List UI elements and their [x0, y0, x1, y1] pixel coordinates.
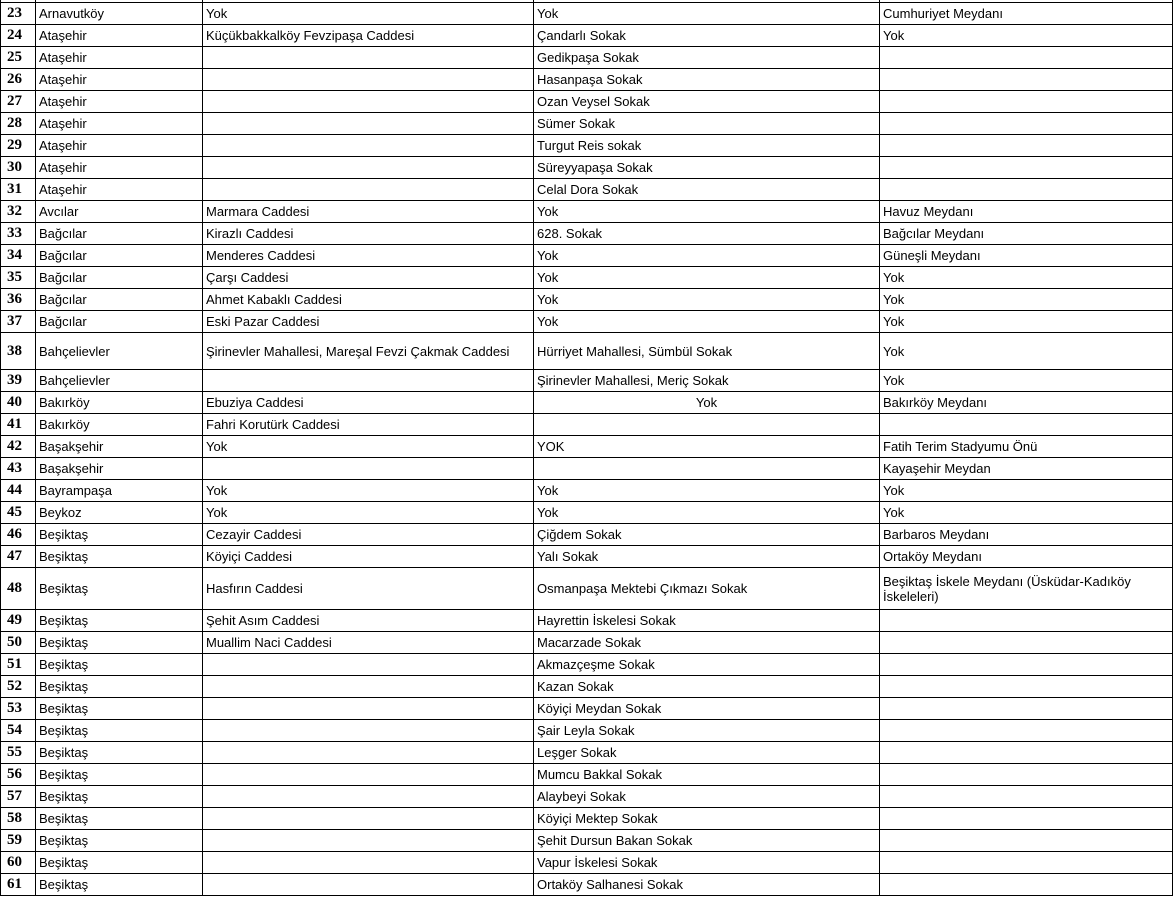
- row-number-cell: 31: [1, 179, 36, 201]
- square-cell: [880, 47, 1173, 69]
- district-cell: Ataşehir: [36, 179, 203, 201]
- row-number-cell: 46: [1, 524, 36, 546]
- row-number-cell: 57: [1, 786, 36, 808]
- sokak-cell: [534, 414, 880, 436]
- table-row: [1, 720, 1173, 742]
- table-row: [1, 157, 1173, 179]
- table-row: [1, 764, 1173, 786]
- district-cell: Bakırköy: [36, 392, 203, 414]
- row-number-cell: 49: [1, 610, 36, 632]
- district-cell: Bağcılar: [36, 311, 203, 333]
- sokak-cell: Yok: [534, 311, 880, 333]
- district-cell: Ataşehir: [36, 157, 203, 179]
- street-cell: [203, 808, 534, 830]
- square-cell: [880, 676, 1173, 698]
- table-row: [1, 524, 1173, 546]
- table-row: [1, 223, 1173, 245]
- sokak-cell: Vapur İskelesi Sokak: [534, 852, 880, 874]
- square-cell: [880, 157, 1173, 179]
- row-number-cell: 32: [1, 201, 36, 223]
- street-cell: [203, 654, 534, 676]
- square-cell: [880, 414, 1173, 436]
- street-cell: Eski Pazar Caddesi: [203, 311, 534, 333]
- street-cell: [203, 764, 534, 786]
- sokak-cell: Köyiçi Meydan Sokak: [534, 698, 880, 720]
- square-cell: [880, 179, 1173, 201]
- sokak-cell: Sümer Sokak: [534, 113, 880, 135]
- sokak-cell: Şair Leyla Sokak: [534, 720, 880, 742]
- street-cell: [203, 47, 534, 69]
- street-cell: Kirazlı Caddesi: [203, 223, 534, 245]
- district-cell: Beykoz: [36, 502, 203, 524]
- square-cell: [880, 610, 1173, 632]
- street-cell: [203, 157, 534, 179]
- row-number-cell: 33: [1, 223, 36, 245]
- row-number-cell: 42: [1, 436, 36, 458]
- square-cell: [880, 654, 1173, 676]
- row-number-cell: 50: [1, 632, 36, 654]
- row-number-cell: 59: [1, 830, 36, 852]
- row-number-cell: 29: [1, 135, 36, 157]
- square-cell: Bağcılar Meydanı: [880, 223, 1173, 245]
- street-cell: [203, 179, 534, 201]
- sokak-cell: Yalı Sokak: [534, 546, 880, 568]
- street-cell: Şehit Asım Caddesi: [203, 610, 534, 632]
- district-cell: Beşiktaş: [36, 610, 203, 632]
- sokak-cell: Yok: [534, 201, 880, 223]
- street-cell: Şirinevler Mahallesi, Mareşal Fevzi Çakmak Caddesi: [203, 333, 534, 370]
- sokak-cell: Akmazçeşme Sokak: [534, 654, 880, 676]
- table-row: [1, 392, 1173, 414]
- row-number-cell: 24: [1, 25, 36, 47]
- district-cell: Ataşehir: [36, 113, 203, 135]
- square-cell: [880, 113, 1173, 135]
- row-number-cell: 51: [1, 654, 36, 676]
- sokak-cell: 628. Sokak: [534, 223, 880, 245]
- sokak-cell: Çiğdem Sokak: [534, 524, 880, 546]
- district-cell: Beşiktaş: [36, 654, 203, 676]
- street-cell: Çarşı Caddesi: [203, 267, 534, 289]
- sokak-cell: Yok: [534, 3, 880, 25]
- row-number-cell: 23: [1, 3, 36, 25]
- row-number-cell: 35: [1, 267, 36, 289]
- square-cell: Yok: [880, 502, 1173, 524]
- table-row: [1, 113, 1173, 135]
- row-number-cell: 34: [1, 245, 36, 267]
- table-row: [1, 179, 1173, 201]
- sokak-cell: Gedikpaşa Sokak: [534, 47, 880, 69]
- square-cell: [880, 786, 1173, 808]
- table-row: [1, 3, 1173, 25]
- street-cell: Hasfırın Caddesi: [203, 568, 534, 610]
- row-number-cell: 39: [1, 370, 36, 392]
- sokak-cell: Hayrettin İskelesi Sokak: [534, 610, 880, 632]
- table-row: [1, 546, 1173, 568]
- table-row: [1, 245, 1173, 267]
- table-row: [1, 786, 1173, 808]
- district-cell: Beşiktaş: [36, 698, 203, 720]
- table-row: [1, 632, 1173, 654]
- square-cell: [880, 764, 1173, 786]
- square-cell: Ortaköy Meydanı: [880, 546, 1173, 568]
- square-cell: Fatih Terim Stadyumu Önü: [880, 436, 1173, 458]
- row-number-cell: 36: [1, 289, 36, 311]
- district-cell: Ataşehir: [36, 47, 203, 69]
- row-number-cell: 27: [1, 91, 36, 113]
- district-cell: Bahçelievler: [36, 333, 203, 370]
- row-number-cell: 53: [1, 698, 36, 720]
- sokak-cell: Celal Dora Sokak: [534, 179, 880, 201]
- row-number-cell: 43: [1, 458, 36, 480]
- table-row: [1, 502, 1173, 524]
- table-row: [1, 333, 1173, 370]
- row-number-cell: 60: [1, 852, 36, 874]
- sokak-cell: Kazan Sokak: [534, 676, 880, 698]
- sokak-cell: Hürriyet Mahallesi, Sümbül Sokak: [534, 333, 880, 370]
- square-cell: Beşiktaş İskele Meydanı (Üsküdar-Kadıköy İskeleleri): [880, 568, 1173, 610]
- row-number-cell: 58: [1, 808, 36, 830]
- district-cell: Beşiktaş: [36, 632, 203, 654]
- table-row: [1, 436, 1173, 458]
- row-number-cell: 47: [1, 546, 36, 568]
- street-cell: [203, 91, 534, 113]
- street-cell: Marmara Caddesi: [203, 201, 534, 223]
- street-cell: Yok: [203, 436, 534, 458]
- row-number-cell: 38: [1, 333, 36, 370]
- square-cell: [880, 698, 1173, 720]
- street-cell: Menderes Caddesi: [203, 245, 534, 267]
- table-row: [1, 698, 1173, 720]
- street-cell: Muallim Naci Caddesi: [203, 632, 534, 654]
- square-cell: [880, 808, 1173, 830]
- square-cell: Yok: [880, 25, 1173, 47]
- street-cell: [203, 676, 534, 698]
- district-cell: Beşiktaş: [36, 568, 203, 610]
- sokak-cell: Yok: [534, 267, 880, 289]
- square-cell: Cumhuriyet Meydanı: [880, 3, 1173, 25]
- square-cell: Yok: [880, 480, 1173, 502]
- street-cell: Yok: [203, 3, 534, 25]
- street-cell: Yok: [203, 502, 534, 524]
- table-row: [1, 47, 1173, 69]
- table-row: [1, 414, 1173, 436]
- sokak-cell: Osmanpaşa Mektebi Çıkmazı Sokak: [534, 568, 880, 610]
- street-cell: Küçükbakkalköy Fevzipaşa Caddesi: [203, 25, 534, 47]
- row-number-cell: 26: [1, 69, 36, 91]
- table-row: [1, 874, 1173, 896]
- sokak-cell: Köyiçi Mektep Sokak: [534, 808, 880, 830]
- sokak-cell: [534, 458, 880, 480]
- district-cell: Bayrampaşa: [36, 480, 203, 502]
- table-row: [1, 69, 1173, 91]
- row-number-cell: 37: [1, 311, 36, 333]
- district-cell: Ataşehir: [36, 69, 203, 91]
- district-cell: Ataşehir: [36, 25, 203, 47]
- sokak-cell: Macarzade Sokak: [534, 632, 880, 654]
- square-cell: [880, 874, 1173, 896]
- square-cell: Kayaşehir Meydan: [880, 458, 1173, 480]
- row-number-cell: 61: [1, 874, 36, 896]
- table-row: [1, 289, 1173, 311]
- sokak-cell: Yok: [534, 289, 880, 311]
- street-cell: Köyiçi Caddesi: [203, 546, 534, 568]
- street-cell: [203, 458, 534, 480]
- square-cell: [880, 69, 1173, 91]
- square-cell: Yok: [880, 333, 1173, 370]
- table-row: [1, 201, 1173, 223]
- district-cell: Bahçelievler: [36, 370, 203, 392]
- street-cell: Fahri Korutürk Caddesi: [203, 414, 534, 436]
- row-number-cell: 45: [1, 502, 36, 524]
- square-cell: Yok: [880, 267, 1173, 289]
- square-cell: [880, 830, 1173, 852]
- row-number-cell: 55: [1, 742, 36, 764]
- sokak-cell: Süreyyapaşa Sokak: [534, 157, 880, 179]
- district-cell: Bağcılar: [36, 289, 203, 311]
- row-number-cell: 25: [1, 47, 36, 69]
- row-number-cell: 40: [1, 392, 36, 414]
- square-cell: Barbaros Meydanı: [880, 524, 1173, 546]
- district-cell: Bakırköy: [36, 414, 203, 436]
- square-cell: [880, 91, 1173, 113]
- district-cell: Başakşehir: [36, 458, 203, 480]
- square-cell: [880, 742, 1173, 764]
- district-cell: Beşiktaş: [36, 764, 203, 786]
- sokak-cell: Yok: [534, 392, 880, 414]
- square-cell: Bakırköy Meydanı: [880, 392, 1173, 414]
- district-cell: Beşiktaş: [36, 720, 203, 742]
- street-cell: Yok: [203, 480, 534, 502]
- square-cell: Havuz Meydanı: [880, 201, 1173, 223]
- street-cell: [203, 69, 534, 91]
- table-row: [1, 654, 1173, 676]
- square-cell: Güneşli Meydanı: [880, 245, 1173, 267]
- street-cell: [203, 720, 534, 742]
- square-cell: [880, 852, 1173, 874]
- street-cell: [203, 113, 534, 135]
- sokak-cell: Yok: [534, 480, 880, 502]
- district-cell: Beşiktaş: [36, 676, 203, 698]
- sokak-cell: Hasanpaşa Sokak: [534, 69, 880, 91]
- table-body: [1, 0, 1173, 896]
- square-cell: Yok: [880, 370, 1173, 392]
- square-cell: [880, 135, 1173, 157]
- street-cell: [203, 135, 534, 157]
- district-cell: Ataşehir: [36, 91, 203, 113]
- district-cell: Başakşehir: [36, 436, 203, 458]
- street-cell: [203, 830, 534, 852]
- square-cell: [880, 632, 1173, 654]
- street-cell: [203, 874, 534, 896]
- table-row: [1, 568, 1173, 610]
- row-number-cell: 30: [1, 157, 36, 179]
- street-cell: [203, 852, 534, 874]
- sokak-cell: Turgut Reis sokak: [534, 135, 880, 157]
- table-row: [1, 311, 1173, 333]
- sokak-cell: Ortaköy Salhanesi Sokak: [534, 874, 880, 896]
- table-row: [1, 480, 1173, 502]
- sokak-cell: Şehit Dursun Bakan Sokak: [534, 830, 880, 852]
- row-number-cell: 48: [1, 568, 36, 610]
- row-number-cell: 54: [1, 720, 36, 742]
- district-cell: Beşiktaş: [36, 786, 203, 808]
- table-row: [1, 610, 1173, 632]
- street-cell: Ahmet Kabaklı Caddesi: [203, 289, 534, 311]
- table-row: [1, 852, 1173, 874]
- row-number-cell: 44: [1, 480, 36, 502]
- district-cell: Ataşehir: [36, 135, 203, 157]
- sokak-cell: Ozan Veysel Sokak: [534, 91, 880, 113]
- sokak-cell: Çandarlı Sokak: [534, 25, 880, 47]
- district-cell: Bağcılar: [36, 245, 203, 267]
- table-row: [1, 91, 1173, 113]
- table-row: [1, 135, 1173, 157]
- district-cell: Beşiktaş: [36, 830, 203, 852]
- row-number-cell: 56: [1, 764, 36, 786]
- sokak-cell: Yok: [534, 245, 880, 267]
- sokak-cell: Leşger Sokak: [534, 742, 880, 764]
- district-cell: Beşiktaş: [36, 808, 203, 830]
- row-number-cell: 28: [1, 113, 36, 135]
- street-cell: Ebuziya Caddesi: [203, 392, 534, 414]
- table-row: [1, 808, 1173, 830]
- street-cell: [203, 786, 534, 808]
- square-cell: [880, 720, 1173, 742]
- street-cell: Cezayir Caddesi: [203, 524, 534, 546]
- sokak-cell: Yok: [534, 502, 880, 524]
- district-cell: Arnavutköy: [36, 3, 203, 25]
- square-cell: Yok: [880, 289, 1173, 311]
- row-number-cell: 52: [1, 676, 36, 698]
- district-cell: Beşiktaş: [36, 742, 203, 764]
- sokak-cell: Şirinevler Mahallesi, Meriç Sokak: [534, 370, 880, 392]
- table-row: [1, 742, 1173, 764]
- table-row: [1, 370, 1173, 392]
- district-cell: Beşiktaş: [36, 546, 203, 568]
- table-row: [1, 25, 1173, 47]
- district-cell: Beşiktaş: [36, 874, 203, 896]
- street-cell: [203, 370, 534, 392]
- district-cell: Bağcılar: [36, 223, 203, 245]
- sokak-cell: YOK: [534, 436, 880, 458]
- district-cell: Beşiktaş: [36, 524, 203, 546]
- district-cell: Bağcılar: [36, 267, 203, 289]
- street-cell: [203, 742, 534, 764]
- row-number-cell: 41: [1, 414, 36, 436]
- square-cell: Yok: [880, 311, 1173, 333]
- table-row: [1, 676, 1173, 698]
- district-cell: Avcılar: [36, 201, 203, 223]
- table-row: [1, 267, 1173, 289]
- sokak-cell: Alaybeyi Sokak: [534, 786, 880, 808]
- street-cell: [203, 698, 534, 720]
- table-row: [1, 830, 1173, 852]
- table-row: [1, 458, 1173, 480]
- district-cell: Beşiktaş: [36, 852, 203, 874]
- sokak-cell: Mumcu Bakkal Sokak: [534, 764, 880, 786]
